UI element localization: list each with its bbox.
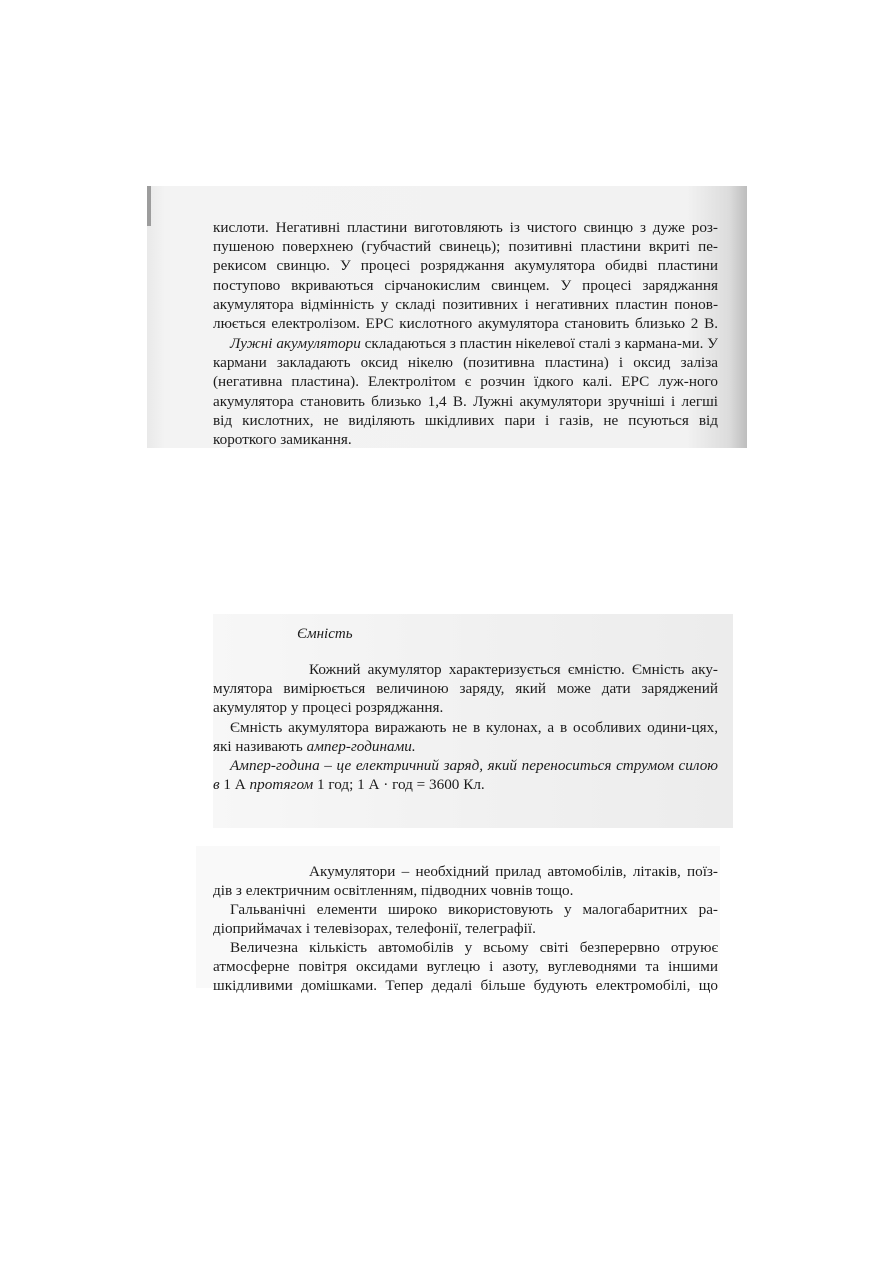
- paragraph-ampere-hour-definition: [213, 756, 718, 794]
- paragraph-capacity-units-text: Ємність акумулятора виражають не в кулонах, а в особливих одини-цях, які називають: [213, 719, 718, 756]
- value-one-ampere: 1 А: [223, 776, 250, 794]
- section-heading-capacity: Ємність: [297, 626, 353, 642]
- paragraph-alkaline-battery-text: складаються з пластин нікелевої сталі з кармана-ми. У кармани закладають оксид нікелю (позитивна пластина) і оксид заліза (негативна пластина). Електролітом є розчин їдкого калі. ЕРС луж-ного акумулятора становить близько 1,4 В. Лужні акумулятори зручніші і легші від кислотних, не виділяють шкідливих пари і газів, не псуються від короткого замикання.: [213, 335, 718, 449]
- paragraph-alkaline-battery: [213, 334, 718, 449]
- word-during: протягом: [249, 776, 314, 794]
- paragraph-battery-uses: Акумулятори – необхідний прилад автомобілів, літаків, поїз-дів з електричним освітленням, підводних човнів тощо.: [213, 863, 718, 900]
- paragraph-pollution: Величезна кількість автомобілів у всьому світі безперервно отруює атмосферне повітря оксидами вуглецю і азоту, вуглеводнями та іншими шкідливими домішками. Тепер дедалі більше будують електромобілі, що: [213, 939, 718, 995]
- paragraph-capacity-units: [213, 718, 718, 756]
- formula-ampere-hour: 1 год; 1 А · год = 3600 Кл.: [313, 776, 485, 794]
- paragraph-galvanic-cells: Гальванічні елементи широко використовують у малогабаритних ра-діоприймачах і телевізорах, телефонії, телеграфії.: [213, 901, 718, 938]
- definition-ampere-hour: Ампер-година – це електричний заряд, який переноситься струмом силою в: [213, 757, 718, 794]
- paragraph-capacity-definition: Кожний акумулятор характеризується ємністю. Ємність аку-мулятора вимірюється величиною заряду, який може дати заряджений акумулятор у процесі розряджання.: [213, 661, 718, 717]
- term-alkaline-batteries: Лужні акумулятори: [230, 335, 361, 352]
- term-ampere-hours: ампер-годинами.: [306, 738, 416, 756]
- paragraph-acid-battery: кислоти. Негативні пластини виготовляють із чистого свинцю з дуже роз-пушеною поверхнею (губчастий свинець); позитивні пластини вкриті пе-рекисом свинцю. У процесі розряджання акумулятора обидві пластини поступово вкриваються сірчанокислим свинцем. У процесі заряджання акумулятора відмінність у складі позитивних і негативних пластин понов-люється електролізом. ЕРС кислотного акумулятора становить близько 2 В.: [213, 219, 718, 333]
